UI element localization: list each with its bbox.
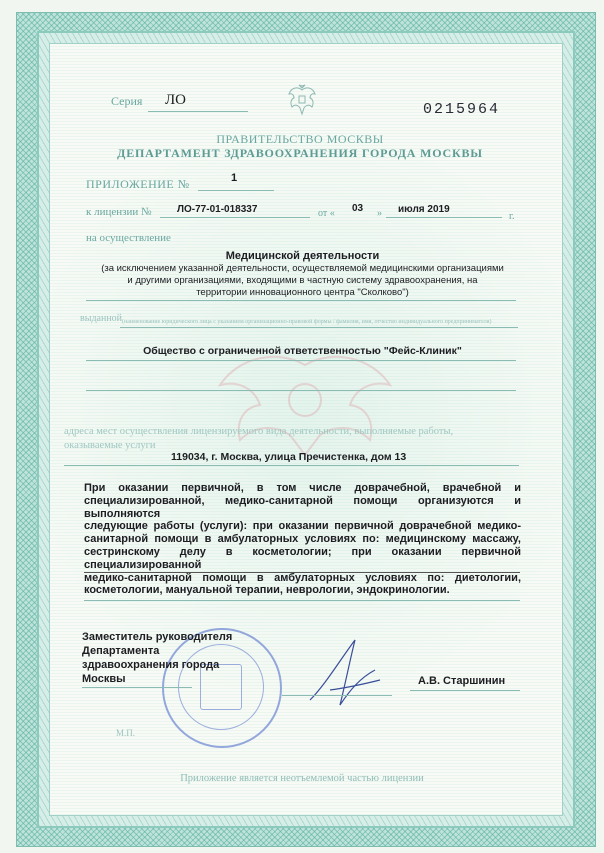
address-value: 119034, г. Москва, улица Пречистенка, дом 13 — [171, 451, 407, 463]
services-line: следующие работы (услуги): при оказании первичной доврачебной медико- — [84, 520, 521, 533]
background-emblem-icon — [200, 345, 410, 465]
license-underline — [160, 217, 310, 218]
signer-position-line: Москвы — [82, 673, 126, 685]
address-underline — [64, 465, 519, 466]
services-line: специализированной, медико-санитарной помощи организуются и выполняются — [84, 494, 521, 520]
seal-label: М.П. — [116, 728, 136, 738]
date-month-year: июля 2019 — [398, 204, 450, 215]
authority-line1: ПРАВИТЕЛЬСТВО МОСКВЫ — [216, 132, 384, 146]
activity-title: Медицинской деятельности — [225, 250, 380, 262]
appendix-label: ПРИЛОЖЕНИЕ № — [86, 177, 190, 191]
issued-hint: (наименование юридического лица с указанием организационно-правовой формы / фамилия, имя, отчество индивидуального предпринимателя) — [122, 319, 492, 325]
handwritten-signature-icon — [300, 630, 390, 720]
services-line: косметологии, мануальной терапии, неврологии, эндокринологии. — [84, 584, 450, 597]
services-line: санитарной помощи в амбулаторных условиях по: медицинскому массажу, — [84, 533, 521, 546]
blank-underline — [86, 390, 516, 391]
services-paragraph — [84, 482, 521, 597]
position-underline — [82, 687, 192, 688]
services-line: При оказании первичной, в том числе доврачебной, врачебной и — [84, 482, 521, 494]
signer-name-underline — [410, 690, 520, 691]
coat-of-arms-icon — [287, 84, 317, 118]
services-line: сестринскому делу в косметологии; при оказании первичной специализированной — [84, 545, 521, 571]
license-ref-number: ЛО-77-01-018337 — [177, 204, 258, 215]
activity-line: и другими организациями, входящими в частную систему здравоохранения, на — [127, 275, 478, 286]
issued-label: выданной — [80, 313, 123, 324]
issued-underline — [120, 327, 518, 328]
series-value: ЛО — [165, 92, 187, 108]
address-label-line1: адреса мест осуществления лицензируемого вида деятельности, выполняемые работы, — [64, 426, 454, 437]
organization-underline — [86, 360, 516, 361]
signer-position-line: Заместитель руководителя — [82, 631, 233, 643]
date-underline — [386, 217, 502, 218]
signer-position-line: здравоохранения города — [82, 659, 220, 671]
services-end-underline — [84, 572, 520, 573]
appendix-number: 1 — [231, 172, 238, 184]
series-underline — [148, 111, 248, 112]
round-seal-icon — [162, 628, 282, 748]
signer-name: А.В. Старшинин — [418, 675, 506, 687]
date-from-label: от « — [318, 208, 335, 219]
date-day-close: » — [377, 208, 382, 219]
activity-line: (за исключением указанной деятельности, осуществляемой медицинскими организациями — [101, 263, 504, 274]
activity-underline — [86, 300, 516, 301]
purpose-label: на осуществление — [86, 232, 171, 244]
organization-name: Общество с ограниченной ответственностью "Фейс-Клиник" — [143, 345, 462, 357]
activity-line: территории инновационного центра "Сколково") — [196, 287, 409, 298]
license-number: 0215964 — [423, 101, 501, 118]
services-blank-underline — [84, 600, 520, 601]
series-label: Серия — [111, 94, 143, 108]
authority-line2: ДЕПАРТАМЕНТ ЗДРАВООХРАНЕНИЯ ГОРОДА МОСКВЫ — [117, 146, 483, 160]
footer-note: Приложение является неотъемлемой частью лицензии — [180, 773, 424, 784]
license-label: к лицензии № — [86, 206, 152, 218]
date-day: 03 — [352, 203, 364, 214]
year-suffix: г. — [509, 211, 515, 222]
appendix-underline — [198, 190, 274, 191]
signature-underline — [282, 695, 392, 696]
address-label-line2: оказываемые услуги — [64, 440, 156, 451]
services-line: медико-санитарной помощи в амбулаторных условиях по: диетологии, — [84, 571, 521, 584]
signer-position-line: Департамента — [82, 645, 160, 657]
